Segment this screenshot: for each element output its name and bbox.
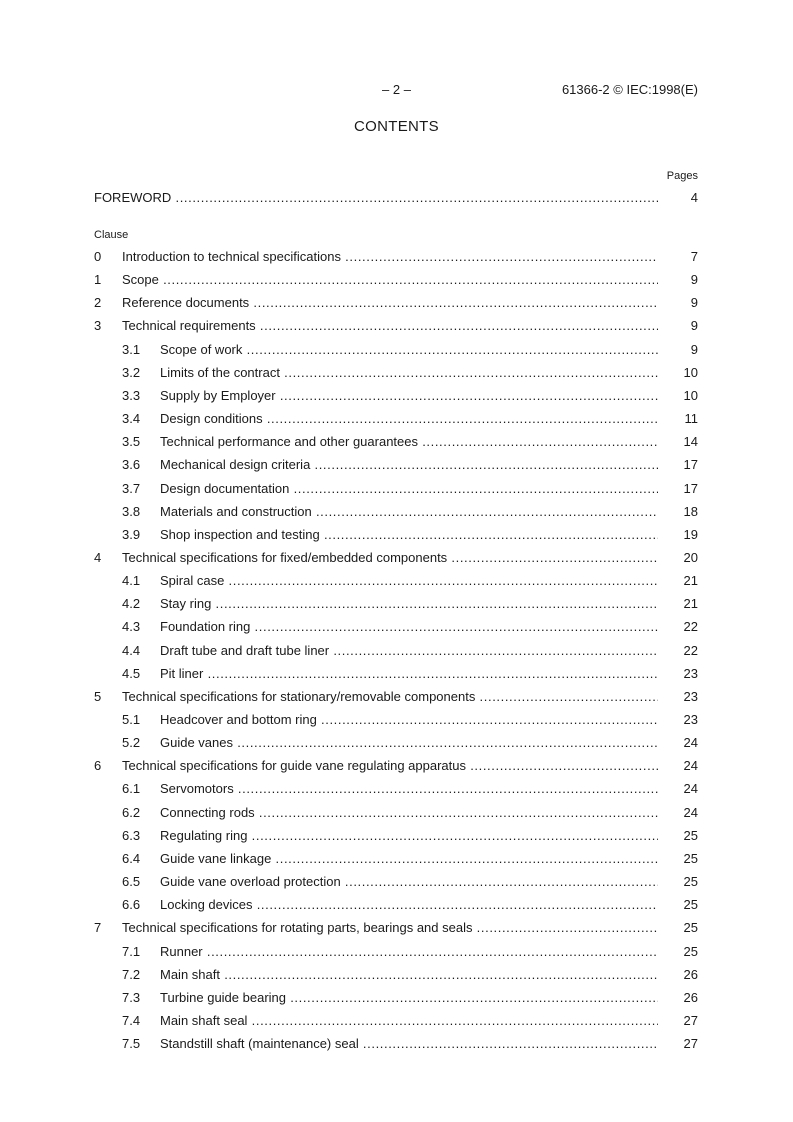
toc-entry-page: 25 [683,827,698,843]
toc-entry-text: Technical specifications for stationary/removable components ..... [122,688,658,706]
toc-entry[interactable] [94,711,698,729]
toc-entry-page: 24 [683,804,698,820]
toc-entry-number: 5.2 [122,735,141,751]
toc-entry-page: 22 [683,619,698,635]
toc-entry-text: FOREWORD ..... [94,189,658,207]
toc-entry-number: 6.1 [122,781,141,797]
toc-entry[interactable] [94,757,698,775]
toc-entry-number: 6.3 [122,827,141,843]
toc-entry-page: 25 [683,897,698,913]
toc-entry-text: Standstill shaft (maintenance) seal ..... [160,1035,658,1053]
toc-entry-text: Turbine guide bearing ..... [160,989,658,1007]
toc-entry-number: 3.4 [122,411,141,426]
toc-entry-number: 6.2 [122,804,141,820]
toc-entry-number: 4.2 [122,596,141,612]
toc-entry-page: 4 [690,190,698,205]
toc-entry-page: 27 [683,1012,698,1028]
toc-entry-number: 1 [94,272,102,288]
toc-entry-text: Limits of the contract ..... [160,364,658,382]
toc-entry[interactable] [94,503,698,521]
toc-entry-text: Shop inspection and testing ..... [160,526,658,544]
toc-entry-page: 26 [683,989,698,1005]
toc-entry[interactable] [94,549,698,567]
toc-entry-number: 5.1 [122,712,141,727]
toc-entry-page: 21 [683,573,698,589]
toc-entry[interactable] [94,804,698,822]
toc-entry[interactable] [94,919,698,937]
page-header-doc-id: 61366-2 © IEC:1998(E) [561,82,698,97]
toc-entry-text: Headcover and bottom ring ..... [160,711,658,729]
toc-entry[interactable] [94,410,698,428]
toc-entry-text: Technical requirements ..... [122,317,658,335]
page-title: CONTENTS [354,118,439,135]
toc-entry-number: 2 [94,295,102,311]
toc-entry-number: 7.1 [122,943,141,959]
pages-column-label: Pages [666,170,698,182]
toc-entry-number: 0 [94,249,102,264]
toc-entry-text: Connecting rods ..... [160,804,658,822]
toc-entry-number: 7 [94,920,102,936]
toc-entry-text: Servomotors ..... [160,780,658,798]
toc-entry-page: 20 [683,550,698,565]
toc-entry[interactable] [94,595,698,613]
toc-entry[interactable] [94,780,698,798]
toc-entry[interactable] [94,873,698,891]
toc-entry-page: 10 [683,364,698,380]
toc-entry-number: 3.1 [122,341,141,357]
toc-entry-text: Scope ..... [122,271,658,289]
toc-entry-page: 23 [683,712,698,727]
toc-entry-text: Technical specifications for fixed/embedded components ..... [122,549,658,567]
toc-entry-page: 22 [683,642,698,658]
toc-entry-page: 9 [690,341,698,357]
toc-entry-number: 4.5 [122,665,141,681]
toc-entry[interactable] [94,387,698,405]
toc-entry-number: 6 [94,758,102,774]
toc-entry[interactable] [94,271,698,289]
toc-entry[interactable] [94,294,698,312]
toc-entry-page: 14 [683,434,698,450]
toc-entry-number: 3.8 [122,503,141,519]
toc-entry-text: Introduction to technical specifications ..... [122,248,658,266]
page-header-center: – 2 – [382,82,411,97]
toc-entry-text: Draft tube and draft tube liner ..... [160,642,658,660]
toc-entry[interactable] [94,526,698,544]
toc-entry[interactable] [94,827,698,845]
toc-entry-text: Technical specifications for guide vane regulating apparatus ..... [122,757,658,775]
toc-entry-number: 3.3 [122,387,141,403]
toc-entry[interactable] [94,572,698,590]
toc-entry-number: 3.9 [122,526,141,542]
toc-entry-page: 18 [683,503,698,519]
toc-entry-number: 3.5 [122,434,141,450]
toc-entry[interactable] [94,665,698,683]
toc-entry-number: 4.4 [122,642,141,658]
toc-entry-page: 25 [683,920,698,936]
toc-entry-number: 3.6 [122,457,141,473]
toc-entry[interactable] [94,1012,698,1030]
toc-entry-number: 4 [94,550,102,565]
toc-entry[interactable] [94,734,698,752]
toc-entry-text: Guide vane overload protection ..... [160,873,658,891]
toc-entry[interactable] [94,248,698,266]
toc-entry[interactable] [94,433,698,451]
toc-entry[interactable] [94,1035,698,1053]
toc-entry-number: 3.2 [122,364,141,380]
toc-entry-page: 9 [690,272,698,288]
toc-entry[interactable] [94,618,698,636]
toc-entry-text: Scope of work ..... [160,341,658,359]
toc-entry[interactable] [94,456,698,474]
toc-entry-page: 23 [683,665,698,681]
toc-entry-number: 4.3 [122,619,141,635]
toc-entry-text: Stay ring ..... [160,595,658,613]
toc-entry-number: 7.2 [122,966,141,982]
toc-entry-number: 5 [94,688,102,704]
toc-entry-number: 3 [94,318,102,334]
toc-entry-text: Design documentation ..... [160,480,658,498]
toc-entry[interactable] [94,364,698,382]
toc-entry-page: 25 [683,943,698,959]
toc-entry-page: 27 [683,1036,698,1052]
toc-entry-text: Technical performance and other guarantees ..... [160,433,658,451]
toc-entry-foreword[interactable] [94,189,698,207]
toc-entry[interactable] [94,317,698,335]
toc-entry-number: 6.5 [122,874,141,889]
toc-entry-text: Locking devices ..... [160,896,658,914]
toc-entry-page: 23 [683,688,698,704]
toc-entry-text: Runner ..... [160,943,658,961]
toc-entry[interactable] [94,341,698,359]
toc-entry-page: 17 [683,457,698,473]
toc-entry-page: 17 [683,480,698,496]
toc-entry-text: Design conditions ..... [160,410,658,428]
toc-entry[interactable] [94,989,698,1007]
toc-entry[interactable] [94,896,698,914]
toc-entry-text: Supply by Employer ..... [160,387,658,405]
toc-entry-text: Spiral case ..... [160,572,658,590]
toc-entry-page: 26 [683,966,698,982]
toc-entry-text: Mechanical design criteria ..... [160,456,658,474]
clause-column-label: Clause [94,229,129,241]
toc-entry-page: 9 [690,318,698,334]
toc-entry-number: 3.7 [122,480,141,496]
toc-entry[interactable] [94,642,698,660]
toc-entry[interactable] [94,688,698,706]
toc-entry-text: Guide vane linkage ..... [160,850,658,868]
toc-entry[interactable] [94,480,698,498]
toc-entry-page: 25 [683,874,698,889]
toc-entry-page: 9 [690,295,698,311]
toc-entry-page: 24 [683,781,698,797]
toc-entry-text: Technical specifications for rotating parts, bearings and seals ..... [122,919,658,937]
toc-entry-page: 10 [683,387,698,403]
toc-entry-number: 7.5 [122,1036,141,1052]
toc-entry-page: 25 [683,850,698,866]
toc-entry-text: Regulating ring ..... [160,827,658,845]
toc-entry-number: 6.4 [122,850,141,866]
toc-entry-page: 21 [683,596,698,612]
toc-entry-page: 19 [683,526,698,542]
toc-entry-number: 7.3 [122,989,141,1005]
toc-entry-page: 24 [683,735,698,751]
toc-entry-text: Foundation ring ..... [160,618,658,636]
toc-entry[interactable] [94,966,698,984]
toc-entry-text: Main shaft ..... [160,966,658,984]
toc-entry-page: 11 [684,411,698,426]
toc-entry-text: Materials and construction ..... [160,503,658,521]
toc-entry-text: Reference documents ..... [122,294,658,312]
toc-entry-text: Main shaft seal ..... [160,1012,658,1030]
toc-entry-number: 6.6 [122,897,141,913]
toc-entry-text: Guide vanes ..... [160,734,658,752]
toc-entry-text: Pit liner ..... [160,665,658,683]
toc-entry[interactable] [94,850,698,868]
toc-entry[interactable] [94,943,698,961]
toc-entry-number: 4.1 [122,573,141,589]
toc-entry-page: 24 [683,758,698,774]
toc-entry-number: 7.4 [122,1012,141,1028]
toc-entry-page: 7 [690,249,698,264]
